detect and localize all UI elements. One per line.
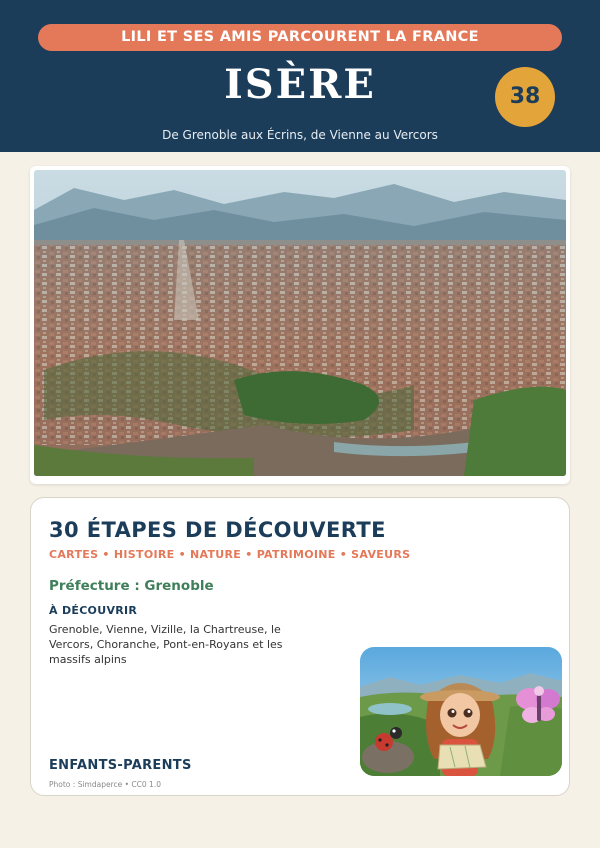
header [0,0,600,152]
discover-text: Grenoble, Vienne, Vizille, la Chartreuse, le Vercors, Choranche, Pont-en-Royans et les massifs alpins [49,623,283,666]
card-heading: 30 ÉTAPES DE DÉCOUVERTE [49,518,386,542]
info-card [30,497,570,796]
explorer-girl-illustration [360,647,562,776]
page-subtitle: De Grenoble aux Écrins, de Vienne au Vercors [162,128,438,142]
topics-line: CARTES • HISTOIRE • NATURE • PATRIMOINE • SAVEURS [49,548,411,561]
cover-photo-frame [30,166,570,484]
series-banner: LILI ET SES AMIS PARCOURENT LA FRANCE [38,24,562,51]
photo-credit: Photo : Simdaperce • CC0 1.0 [49,780,161,789]
department-number-badge: 38 [495,67,555,127]
page-title: ISÈRE [224,61,376,108]
audience-label: ENFANTS-PARENTS [49,758,192,773]
discover-heading: À DÉCOUVRIR [49,604,138,617]
grenoble-city-photo [34,170,566,476]
prefecture-label: Préfecture : Grenoble [49,578,214,594]
